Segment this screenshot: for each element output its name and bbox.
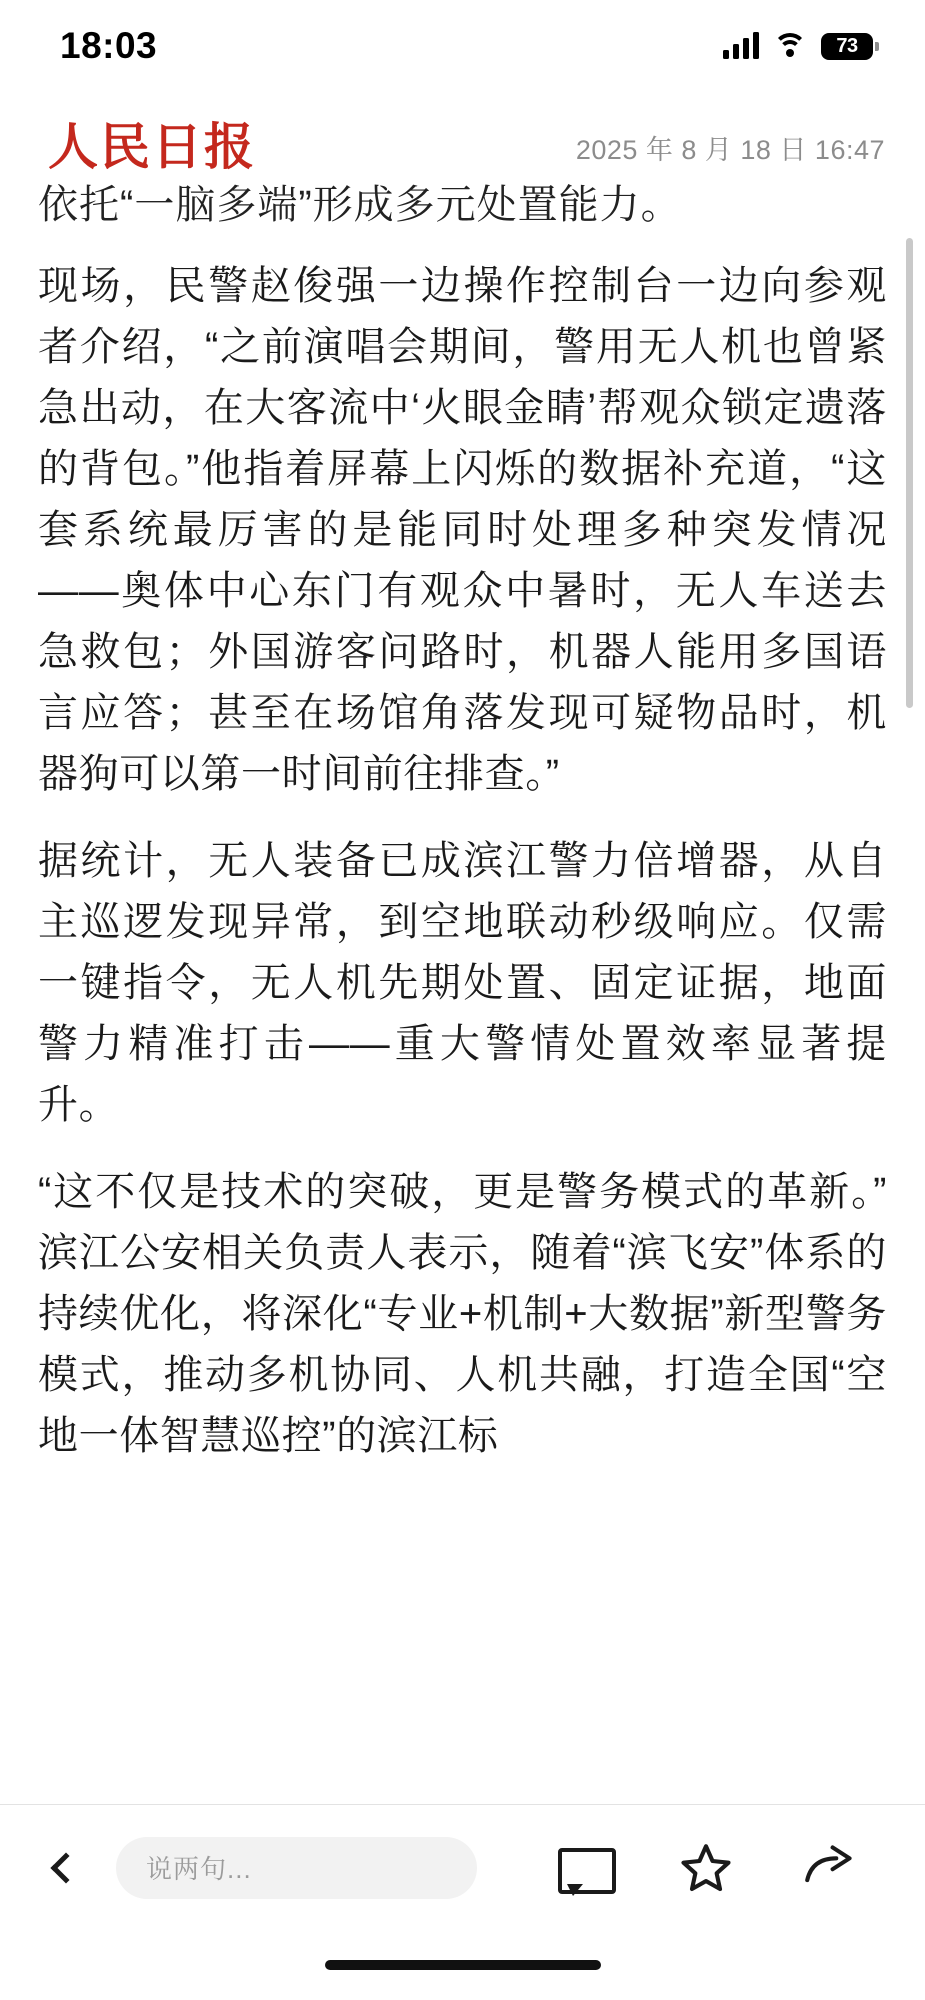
article-content[interactable] (0, 183, 925, 1804)
article-paragraph: 据统计，无人装备已成滨江警力倍增器，从自主巡逻发现异常，到空地联动秒级响应。仅需一键指令，无人机先期处置、固定证据，地面警力精准打击——重大警情处置效率显著提升。 (38, 839, 887, 1127)
scrollbar[interactable] (906, 238, 913, 1418)
share-arrow-icon[interactable] (800, 1839, 858, 1897)
article-paragraph: 现场，民警赵俊强一边操作控制台一边向参观者介绍，“之前演唱会期间，警用无人机也曾紧急出动，在大客流中‘火眼金睛’帮观众锁定遗落的背包。”他指着屏幕上闪烁的数据补充道，“这套系统最厉害的是能同时处理多种突发情况——奥体中心东门有观众中暑时，无人车送去急救包；外国游客问路时，机器人能用多国语言应答；甚至在场馆角落发现可疑物品时，机器狗可以第一时间前往排查。” (38, 264, 887, 796)
back-chevron-icon (50, 1852, 81, 1883)
comment-bubble-icon[interactable] (554, 1839, 612, 1897)
status-bar (0, 0, 925, 92)
battery-level: 73 (836, 34, 858, 57)
wifi-icon (773, 33, 807, 59)
bottom-toolbar (0, 1804, 925, 1930)
toolbar-actions (503, 1839, 891, 1897)
home-indicator-area (0, 1930, 925, 2000)
battery-icon (821, 33, 873, 60)
status-time: 18:03 (60, 25, 158, 66)
article-paragraph: “这不仅是技术的突破，更是警务模式的革新。”滨江公安相关负责人表示，随着“滨飞安”体系的持续优化，将深化“专业+机制+大数据”新型警务模式，推动多机协同、人机共融，打造全国“空地一体智慧巡控”的滨江标 (38, 1170, 887, 1458)
article-timestamp: 2025 年 8 月 18 日 16:47 (575, 134, 885, 165)
home-indicator[interactable] (325, 1960, 601, 1970)
comment-placeholder: 说两句... (146, 1854, 252, 1884)
cellular-signal-icon (723, 33, 759, 59)
publisher-logo[interactable]: 人民日报 (48, 119, 256, 175)
status-indicators (723, 33, 873, 60)
back-button[interactable] (34, 1840, 90, 1896)
scrollbar-thumb[interactable] (906, 238, 913, 708)
clipped-previous-line: 依托“一脑多端”形成多元处置能力。 (38, 183, 682, 227)
star-icon[interactable] (677, 1839, 735, 1897)
comment-input[interactable] (116, 1837, 477, 1899)
